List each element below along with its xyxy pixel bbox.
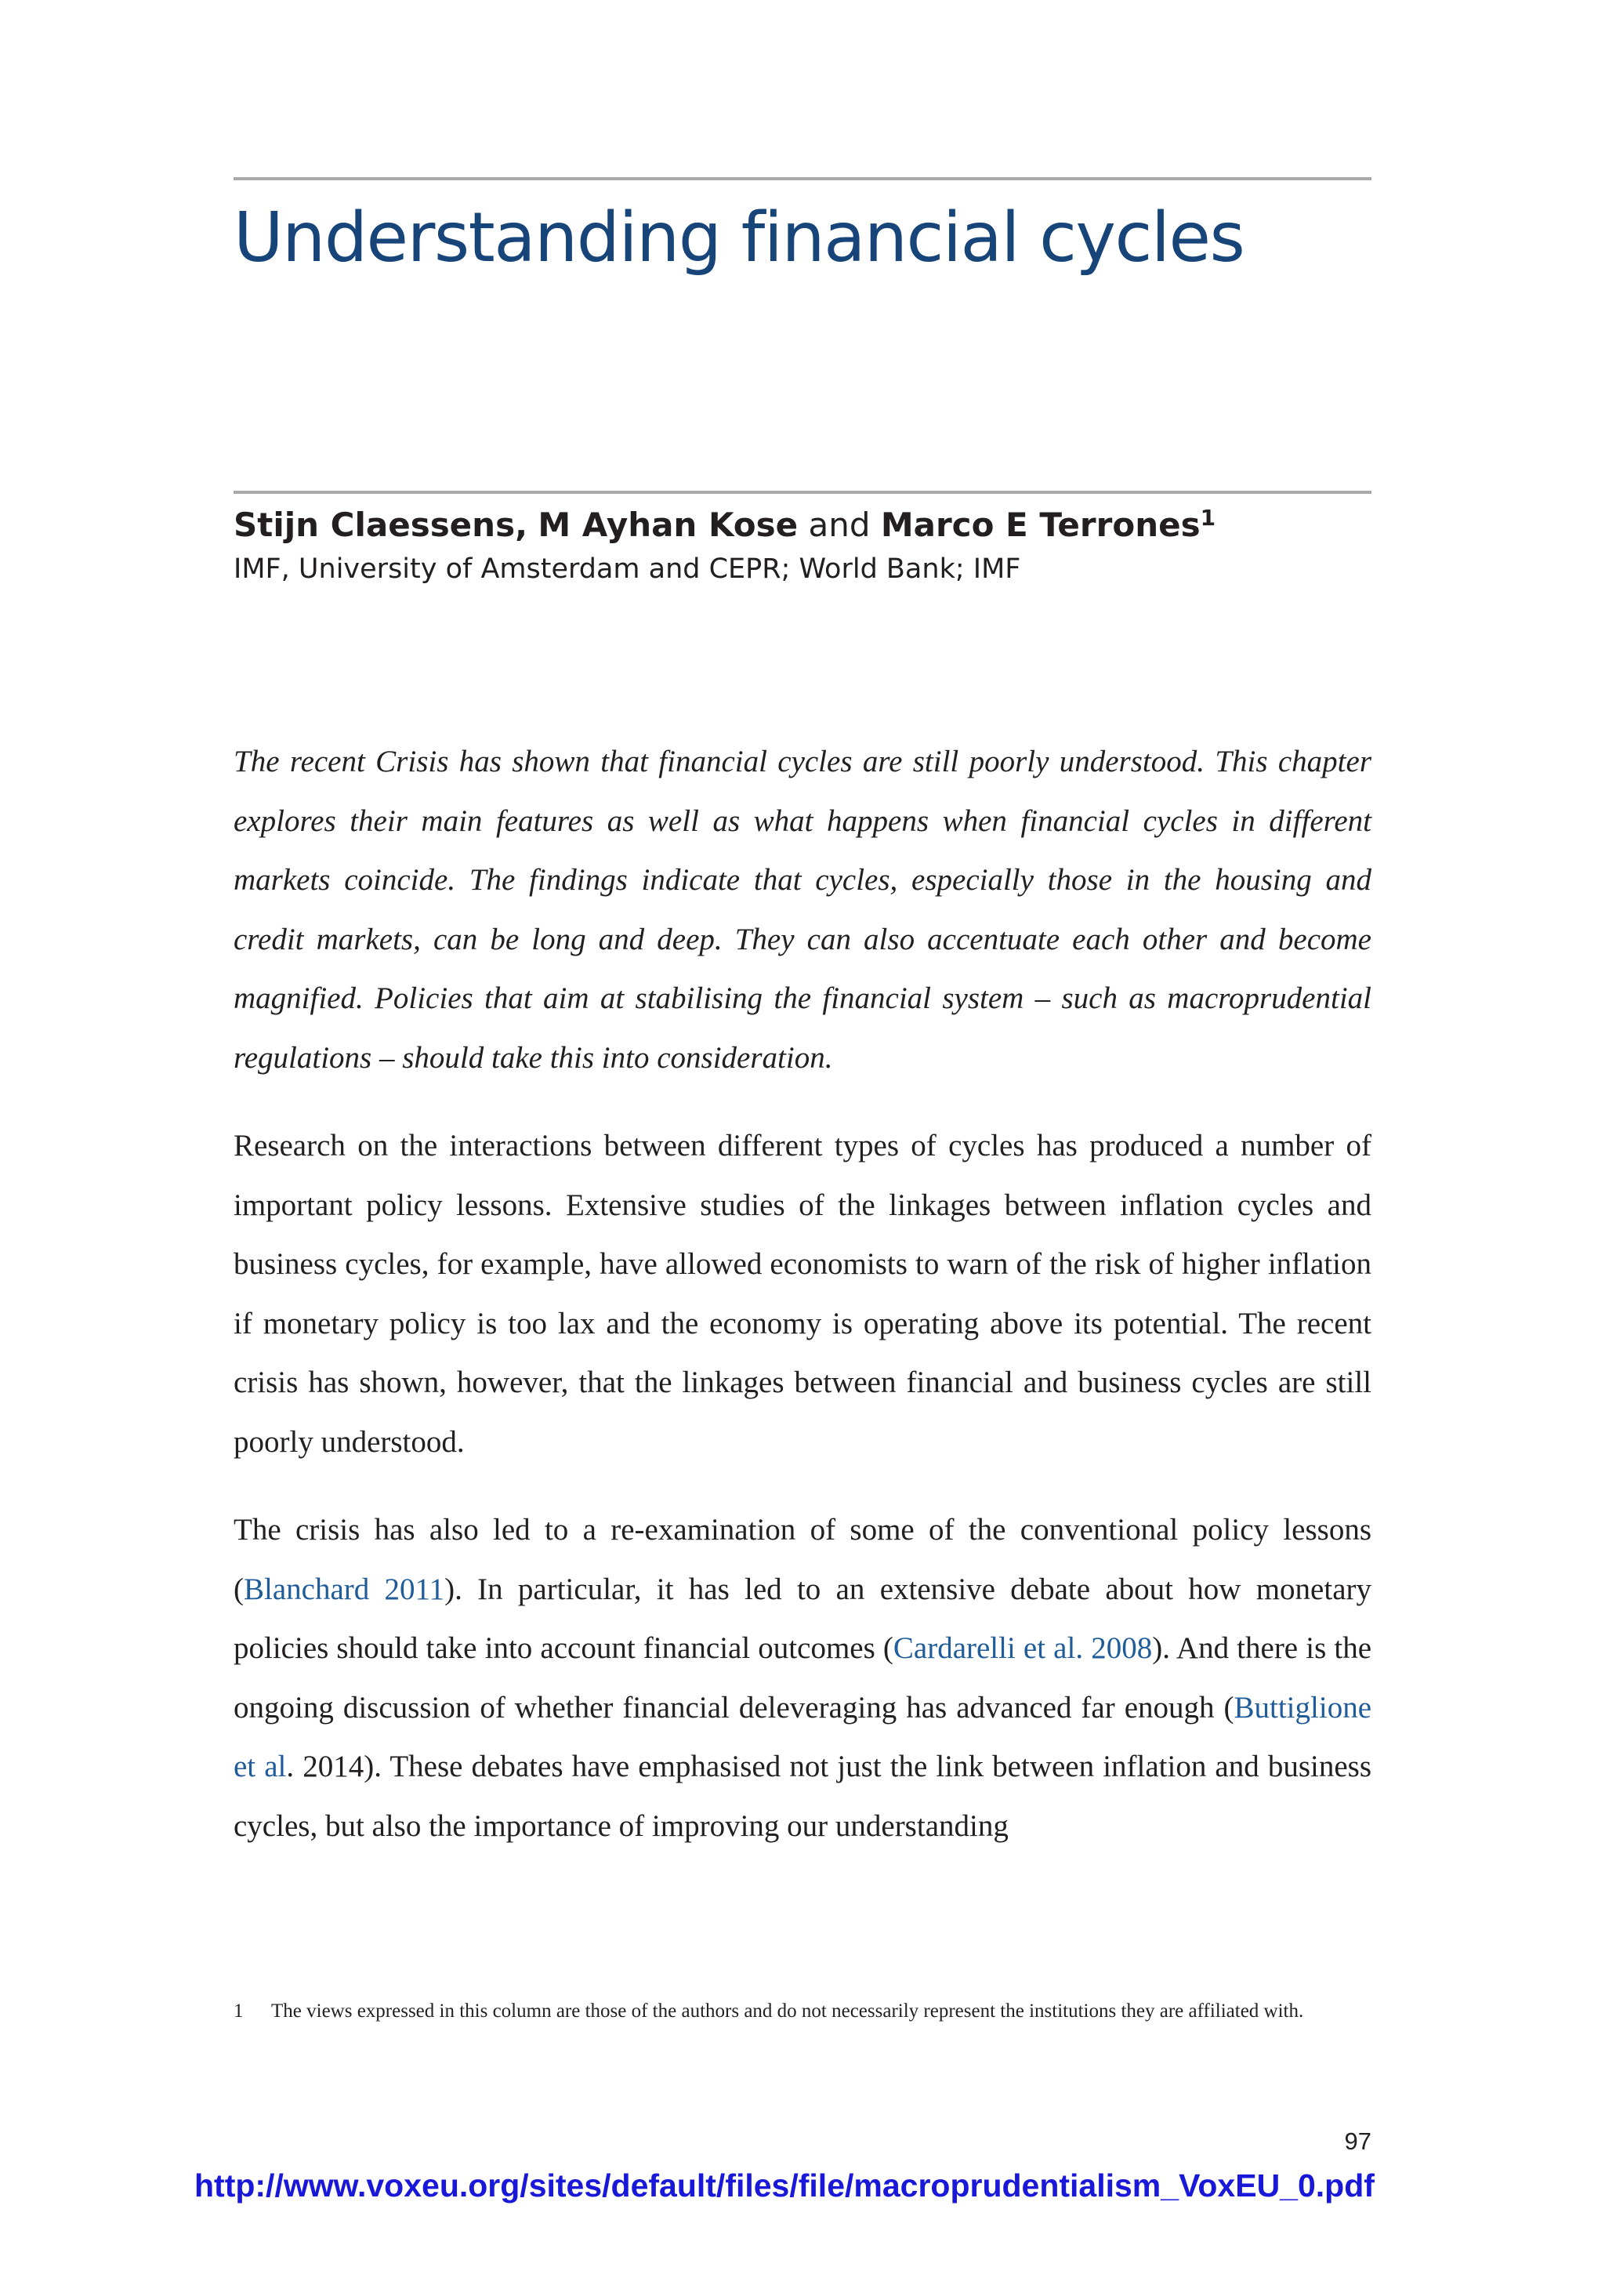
footnote [234,1991,1371,2032]
footnote-number: 1 [234,2000,244,2022]
author-conjunction: and [798,506,881,544]
paragraph-text: The crisis has also led to a re-examination of some of the conventional policy lessons ( [234,1513,1371,1606]
citation-link-buttiglione[interactable]: Buttiglione et al [234,1690,1371,1783]
paragraph-text: ). In particular, it has led to an extensive debate about how monetary policies should take into account financial outcomes ( [234,1572,1371,1665]
citation-link-cardarelli[interactable]: Cardarelli et al. 2008 [893,1631,1153,1665]
paragraph-text: ). And there is the ongoing discussion of whether financial deleveraging has advanced far enough ( [234,1631,1372,1725]
source-url-link[interactable]: http://www.voxeu.org/sites/default/files/file/macroprudentialism_VoxEU_0.pdf [194,2167,1375,2204]
footnote-mark: 1 [1200,505,1216,531]
page-number: 97 [1344,2127,1371,2155]
author-affiliation: IMF, University of Amsterdam and CEPR; World Bank; IMF [234,553,1021,585]
top-divider [234,177,1371,180]
author-name: Stijn Claessens, [234,506,528,544]
footnote-text: The views expressed in this column are those of the authors and do not necessarily represent the institutions they are affiliated with. [271,2000,1304,2022]
body-paragraph-1: Research on the interactions between different types of cycles has produced a number of important policy lessons. Extensive studies of the linkages between inflation cycles and business cycles, for example, have allowed economists to warn of the risk of higher inflation if monetary policy is too lax and the economy is operating above its potential. The recent crisis has shown, however, that the linkages between financial and business cycles are still poorly understood. [234,1129,1371,1459]
chapter-title: Understanding financial cycles [234,198,1245,277]
author-divider [234,491,1371,494]
author-line [234,505,1216,544]
author-name: M Ayhan Kose [538,506,799,544]
abstract-paragraph: The recent Crisis has shown that financial cycles are still poorly understood. This chapter explores their main features as well as what happens when financial cycles in different markets coincide. The findings indicate that cycles, especially those in the housing and credit markets, can be long and deep. They can also accentuate each other and become magnified. Policies that aim at stabilising the financial system – such as macroprudential regulations – should take this into consideration. [234,745,1371,1075]
author-name: Marco E Terrones [880,506,1201,544]
citation-link-blanchard[interactable]: Blanchard 2011 [244,1572,445,1606]
paragraph-text: . 2014). These debates have emphasised not just the link between inflation and business cycles, but also the importance of improving our understanding [234,1750,1372,1843]
body-paragraph-2 [234,1500,1371,1855]
